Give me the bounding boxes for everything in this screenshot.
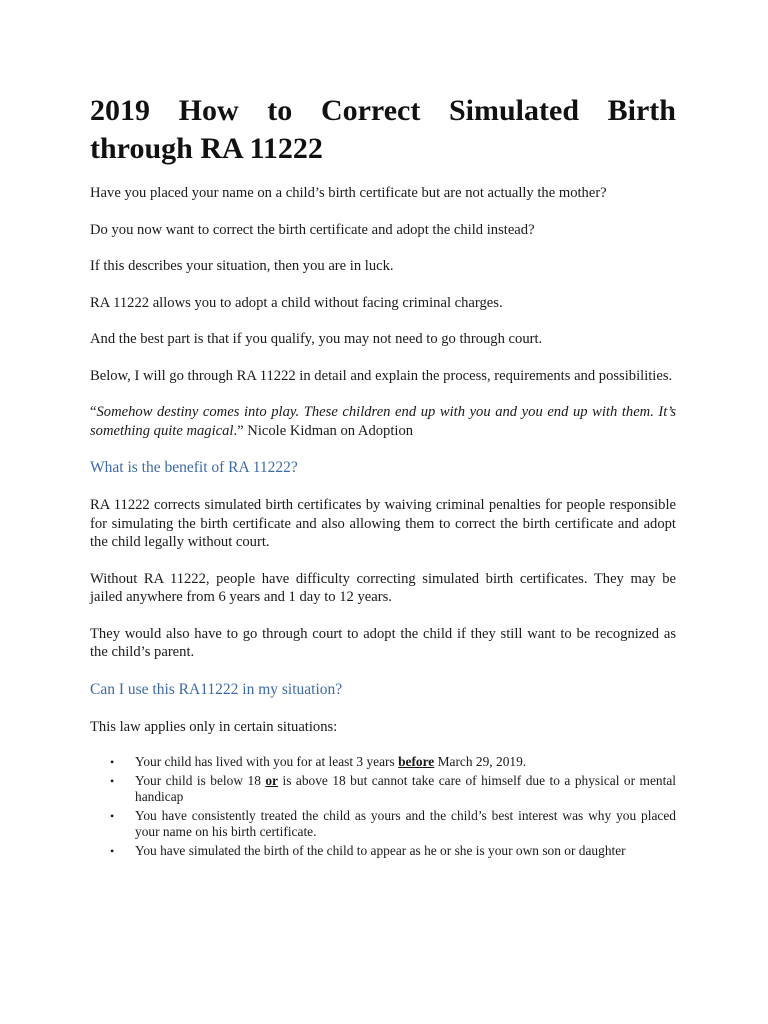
adoption-quote (90, 403, 676, 440)
intro-paragraph-4: RA 11222 allows you to adopt a child without facing criminal charges. (90, 294, 503, 311)
list-item (90, 773, 676, 806)
bullet-icon: • (110, 755, 115, 769)
list-item-text: is above 18 but cannot take care of himself due to a physical or mental handicap (135, 772, 676, 804)
list-item-text: You have consistently treated the child as yours and the child’s best interest was why you placed your name on his birth certificate. (135, 807, 676, 839)
list-item-text: You have simulated the birth of the child to appear as he or she is your own son or daughter (135, 842, 626, 858)
intro-paragraph-2: Do you now want to correct the birth certificate and adopt the child instead? (90, 221, 535, 238)
document-page (90, 92, 676, 861)
situation-intro: This law applies only in certain situations: (90, 718, 338, 735)
bullet-icon: • (110, 773, 115, 788)
quote-attribution: .” Nicole Kidman on Adoption (233, 422, 414, 439)
bullet-icon: • (110, 843, 115, 858)
list-item-emphasis: or (265, 772, 278, 788)
page-title (90, 92, 676, 168)
list-item (90, 754, 676, 771)
section-heading-benefit: What is the benefit of RA 11222? (90, 459, 298, 476)
intro-paragraph-5: And the best part is that if you qualify, you may not need to go through court. (90, 331, 543, 347)
list-item-emphasis: before (398, 754, 435, 769)
section-heading-situation: Can I use this RA11222 in my situation? (90, 680, 343, 698)
list-item-text: March 29, 2019. (434, 754, 527, 769)
benefit-paragraph-1: RA 11222 corrects simulated birth certificates by waiving criminal penalties for people responsible for simulating the birth certificate and also allowing them to correct the birth certificate and adopt the child legally without court. (90, 497, 676, 550)
benefit-paragraph-2: Without RA 11222, people have difficulty correcting simulated birth certificates. They may be jailed anywhere from 6 years and 1 day to 12 years. (90, 570, 676, 605)
intro-paragraph-1: Have you placed your name on a child’s birth certificate but are not actually the mother? (90, 185, 607, 201)
list-item (90, 843, 676, 860)
benefit-paragraph-3: They would also have to go through court to adopt the child if they still want to be recognized as the child’s parent. (90, 625, 676, 660)
list-item (90, 808, 676, 841)
page-title-line-2: through RA 11222 (90, 132, 323, 165)
intro-paragraph-6: Below, I will go through RA 11222 in detail and explain the process, requirements and possibilities. (90, 367, 673, 384)
page-title-line-1: 2019 How to Correct Simulated Birth (90, 94, 676, 127)
quote-text: Somehow destiny comes into play. These children end up with you and you end up with them. It’s something quite magical (90, 404, 676, 439)
list-item-text: Your child has lived with you for at least 3 years (135, 754, 399, 769)
quote-open-mark: “ (90, 404, 97, 420)
intro-paragraph-3: If this describes your situation, then you are in luck. (90, 258, 394, 274)
bullet-icon: • (110, 808, 115, 823)
list-item-text: Your child is below 18 (135, 772, 266, 788)
situation-list (90, 754, 676, 859)
